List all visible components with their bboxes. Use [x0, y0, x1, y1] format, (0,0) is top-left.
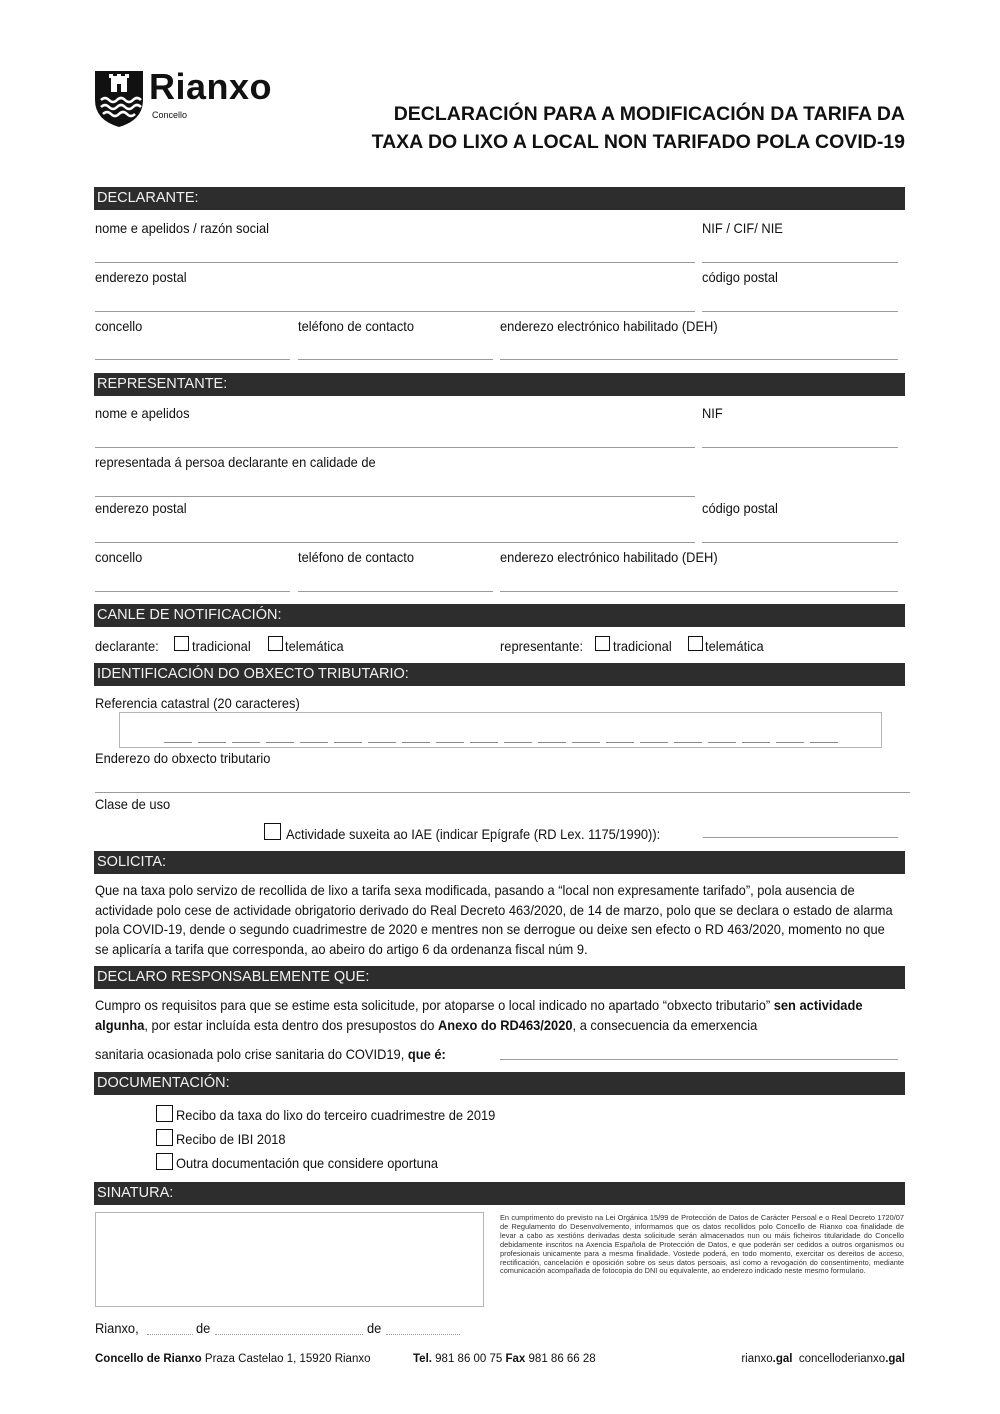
catastral-char-slot	[198, 742, 226, 743]
footer-phone	[413, 1353, 596, 1365]
catastral-char-slot	[538, 742, 566, 743]
representante-concello-field[interactable]	[95, 591, 290, 592]
catastral-char-slot	[776, 742, 804, 743]
logo-sub: Concello	[152, 110, 188, 120]
declarante-concello-label: concello	[95, 318, 143, 334]
catastral-char-slot	[334, 742, 362, 743]
sign-de-2: de	[367, 1320, 382, 1336]
castle-shield-icon	[94, 70, 144, 128]
canle-declarante-label: declarante:	[95, 638, 159, 654]
representante-postal-field[interactable]	[702, 542, 898, 543]
representante-nif-field[interactable]	[702, 447, 898, 448]
declarante-telematic-label: telemática	[285, 638, 344, 654]
section-header-declarante: DECLARANTE:	[94, 187, 905, 210]
declarante-postal-field[interactable]	[702, 311, 898, 312]
representante-phone-field[interactable]	[298, 591, 493, 592]
declarante-traditional-label: tradicional	[192, 638, 251, 654]
iae-label: Actividade suxeita ao IAE (indicar Epígrafe (RD Lex. 1175/1990)):	[286, 826, 661, 842]
representante-traditional-checkbox[interactable]	[595, 636, 610, 651]
footer-street: Praza Castelao 1, 15920 Rianxo	[201, 1353, 371, 1365]
representante-name-field[interactable]	[95, 447, 695, 448]
representante-address-field[interactable]	[95, 542, 695, 543]
footer-web	[741, 1353, 905, 1365]
section-header-representante: REPRESENTANTE:	[94, 373, 905, 396]
catastral-ref-label: Referencia catastral (20 caracteres)	[95, 695, 300, 711]
section-header-documentacion: DOCUMENTACIÓN:	[94, 1072, 905, 1095]
declarante-email-label: enderezo electrónico habilitado (DEH)	[500, 318, 718, 334]
iae-checkbox[interactable]	[264, 823, 281, 840]
declarante-address-label: enderezo postal	[95, 269, 187, 285]
doc-checkbox-3[interactable]	[156, 1153, 173, 1170]
declaro-text-c: , por estar incluída esta dentro dos presupostos do	[144, 1016, 438, 1033]
representante-address-label: enderezo postal	[95, 500, 187, 516]
catastral-char-slot	[470, 742, 498, 743]
sign-year-field[interactable]	[386, 1334, 460, 1335]
declarante-name-field[interactable]	[95, 262, 695, 263]
catastral-char-slot	[436, 742, 464, 743]
declarante-nif-field[interactable]	[702, 262, 898, 263]
declarante-email-field[interactable]	[500, 359, 898, 360]
footer-web1-tld: .gal	[772, 1353, 793, 1365]
declarante-telematic-checkbox[interactable]	[268, 636, 283, 651]
representante-nif-label: NIF	[702, 405, 723, 421]
declaro-text-e: , a consecuencia da emerxencia	[572, 1016, 758, 1033]
section-header-sinatura: SINATURA:	[94, 1182, 905, 1205]
representante-name-label: nome e apelidos	[95, 405, 190, 421]
catastral-char-slot	[742, 742, 770, 743]
declarante-phone-label: teléfono de contacto	[298, 318, 415, 334]
page-title-line1: DECLARACIÓN PARA A MODIFICACIÓN DA TARIFA DA	[393, 103, 905, 125]
catastral-char-slot	[164, 742, 192, 743]
sign-place: Rianxo,	[95, 1320, 139, 1336]
catastral-char-slot	[708, 742, 736, 743]
representante-telematic-checkbox[interactable]	[688, 636, 703, 651]
declaro-text-b: sen actividade algunha	[95, 997, 863, 1033]
use-class-label: Clase de uso	[95, 796, 171, 812]
doc-checkbox-2[interactable]	[156, 1129, 173, 1146]
representante-capacity-field[interactable]	[95, 496, 695, 497]
catastral-char-slot	[674, 742, 702, 743]
declaro-text-g: que é:	[407, 1046, 446, 1062]
declarante-address-field[interactable]	[95, 311, 695, 312]
sign-day-field[interactable]	[147, 1334, 193, 1335]
footer-address	[95, 1353, 371, 1365]
footer-web1-name: rianxo	[741, 1353, 773, 1365]
doc-label-2: Recibo de IBI 2018	[176, 1131, 286, 1147]
representante-capacity-label: representada á persoa declarante en calidade de	[95, 454, 376, 470]
declaro-text-d: Anexo do RD463/2020	[437, 1016, 573, 1033]
sign-de-1: de	[196, 1320, 211, 1336]
representante-traditional-label: tradicional	[613, 638, 672, 654]
footer-fax: 981 86 66 28	[525, 1353, 596, 1365]
obxecto-address-field[interactable]	[95, 792, 910, 793]
declarante-phone-field[interactable]	[298, 359, 493, 360]
signature-box[interactable]	[95, 1212, 484, 1307]
section-header-canle: CANLE DE NOTIFICACIÓN:	[94, 604, 905, 627]
section-header-solicita: SOLICITA:	[94, 851, 905, 874]
catastral-char-slot	[606, 742, 634, 743]
solicita-text	[95, 881, 907, 959]
declaro-text	[95, 996, 907, 1035]
canle-representante-label: representante:	[500, 638, 584, 654]
catastral-char-slot	[402, 742, 430, 743]
iae-epigrafe-field[interactable]	[703, 837, 898, 838]
page-title-line2: TAXA DO LIXO A LOCAL NON TARIFADO POLA COVID-19	[371, 131, 905, 153]
declarante-nif-label: NIF / CIF/ NIE	[702, 220, 783, 236]
footer-web1[interactable]	[741, 1353, 792, 1365]
declaro-answer-field[interactable]	[500, 1059, 898, 1060]
footer-fax-label: Fax	[505, 1353, 526, 1365]
catastral-char-slot	[572, 742, 600, 743]
representante-phone-label: teléfono de contacto	[298, 549, 415, 565]
representante-email-field[interactable]	[500, 591, 898, 592]
representante-postal-label: código postal	[702, 500, 778, 516]
footer-web2-name: concelloderianxo	[798, 1353, 886, 1365]
obxecto-address-label: Enderezo do obxecto tributario	[95, 750, 271, 766]
representante-email-label: enderezo electrónico habilitado (DEH)	[500, 549, 718, 565]
footer-org: Concello de Rianxo	[95, 1353, 202, 1365]
doc-label-1: Recibo da taxa do lixo do terceiro cuadrimestre de 2019	[176, 1107, 496, 1123]
solicita-paragraph: Que na taxa polo servizo de recollida de lixo a tarifa sexa modificada, pasando a “local non expresamente tarifado”, pola ausencia de actividade polo cese de actividade obrigatorio derivado do Real Decreto 463/2020, de 14 de marzo, polo que se declara o estado de alarma pola COVID-19, dende o segundo cuadrimestre de 2020 e mentres non se derrogue ou deixe sen efecto o RD 463/2020, momento no que se aplicaría a tarifa que corresponda, ao abeiro do artigo 6 da ordenanza fiscal núm 9.	[95, 882, 893, 957]
catastral-char-slot	[810, 742, 838, 743]
representante-telematic-label: telemática	[705, 638, 764, 654]
doc-label-3: Outra documentación que considere oportuna	[176, 1155, 439, 1171]
logo	[94, 66, 314, 130]
declaro-text-f: sanitaria ocasionada polo crise sanitaria do COVID19,	[95, 1046, 408, 1062]
footer-tel: 981 86 00 75	[431, 1353, 506, 1365]
catastral-char-slot	[300, 742, 328, 743]
declaro-text-line3	[95, 1046, 446, 1062]
declaro-text-a: Cumpro os requisitos para que se estime esta solicitude, por atoparse o local indicado no apartado “obxecto tributario”	[95, 997, 774, 1013]
declarante-concello-field[interactable]	[95, 359, 290, 360]
declarante-traditional-checkbox[interactable]	[174, 636, 189, 651]
section-header-declaro: DECLARO RESPONSABLEMENTE QUE:	[94, 966, 905, 989]
catastral-char-slot	[266, 742, 294, 743]
representante-concello-label: concello	[95, 549, 143, 565]
footer-tel-label: Tel.	[413, 1353, 432, 1365]
privacy-notice: En cumprimento do previsto na Lei Orgánica 15/99 de Protección de Datos de Carácter Persoal e o Real Decreto 1720/07 de Regulamento do Desenvolvemento, informamos que os datos recollidos polo Concello de Rianxo coa finalidade de levar a cabo as xestións derivadas desta solicitude serán almacenados nun ou máis ficheiros titularidade do Concello debidamente inscritos na Axencia Española de Protección de Datos, e que poderán ser cedidos a outros organismos ou profesionais unicamente para a mesma finalidade. Vostede poderá, en todo momento, exercitar os dereitos de acceso, rectificación, cancelación e oposición sobre os seus datos persoais, así como a revogación do consentimento, mediante comunicación acompañada de fotocopia do DNI ou equivalente, ao enderezo indicado neste mesmo formulario.	[500, 1213, 904, 1276]
catastral-char-slot	[504, 742, 532, 743]
footer-web2[interactable]	[799, 1353, 905, 1365]
catastral-char-slot	[640, 742, 668, 743]
sign-month-field[interactable]	[215, 1334, 363, 1335]
footer-web2-tld: .gal	[885, 1353, 905, 1365]
section-header-obxecto: IDENTIFICACIÓN DO OBXECTO TRIBUTARIO:	[94, 663, 905, 686]
catastral-char-slot	[368, 742, 396, 743]
logo-name: Rianxo	[149, 66, 273, 107]
declarante-name-label: nome e apelidos / razón social	[95, 220, 269, 236]
catastral-char-slot	[232, 742, 260, 743]
doc-checkbox-1[interactable]	[156, 1105, 173, 1122]
declarante-postal-label: código postal	[702, 269, 778, 285]
